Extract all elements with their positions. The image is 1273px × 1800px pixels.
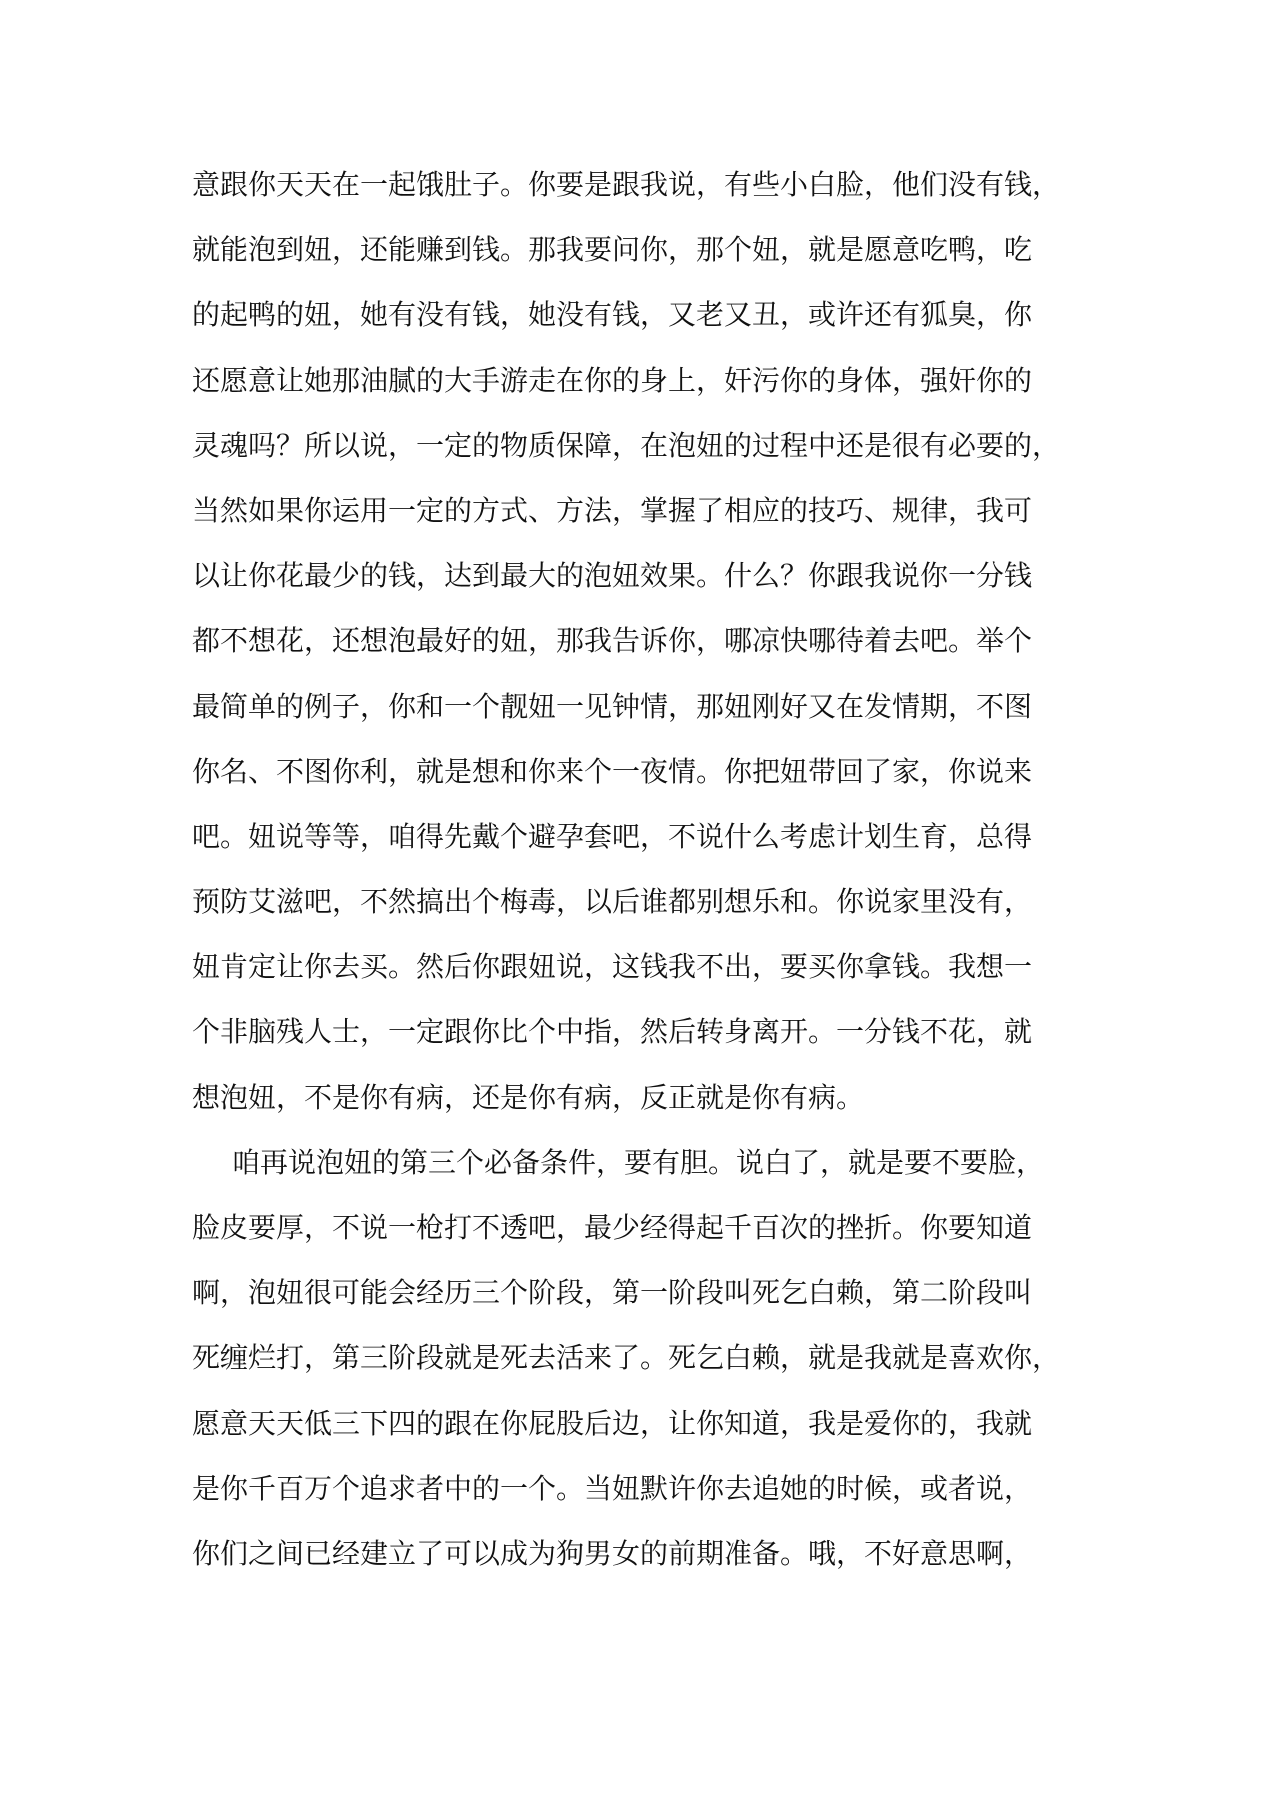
text-line: 啊，泡妞很可能会经历三个阶段，第一阶段叫死乞白赖，第二阶段叫 (192, 1276, 1033, 1310)
text-line: 个非脑残人士，一定跟你比个中指，然后转身离开。一分钱不花，就 (192, 1015, 1033, 1049)
text-line: 吧。妞说等等，咱得先戴个避孕套吧，不说什么考虑计划生育，总得 (192, 819, 1033, 853)
text-line: 以让你花最少的钱，达到最大的泡妞效果。什么？你跟我说你一分钱 (192, 559, 1033, 593)
text-line: 灵魂吗？所以说，一定的物质保障，在泡妞的过程中还是很有必要的， (192, 428, 1061, 462)
text-line: 死缠烂打，第三阶段就是死去活来了。死乞白赖，就是我就是喜欢你， (192, 1341, 1061, 1375)
paragraph-start-line: 咱再说泡妞的第三个必备条件，要有胆。说白了，就是要不要脸， (232, 1145, 1045, 1179)
text-line: 当然如果你运用一定的方式、方法，掌握了相应的技巧、规律，我可 (192, 493, 1033, 527)
text-line: 意跟你天天在一起饿肚子。你要是跟我说，有些小白脸，他们没有钱， (192, 168, 1061, 201)
text-line: 你们之间已经建立了可以成为狗男女的前期准备。哦，不好意思啊， (192, 1536, 1033, 1570)
text-line: 预防艾滋吧，不然搞出个梅毒，以后谁都别想乐和。你说家里没有， (192, 885, 1033, 919)
text-line: 你名、不图你利，就是想和你来个一夜情。你把妞带回了家，你说来 (192, 754, 1033, 788)
text-line: 脸皮要厚，不说一枪打不透吧，最少经得起千百次的挫折。你要知道 (192, 1211, 1033, 1244)
text-line: 都不想花，还想泡最好的妞，那我告诉你，哪凉快哪待着去吧。举个 (192, 624, 1033, 658)
text-line: 愿意天天低三下四的跟在你屁股后边，让你知道，我是爱你的，我就 (192, 1406, 1033, 1440)
text-line: 就能泡到妞，还能赚到钱。那我要问你，那个妞，就是愿意吃鸭，吃 (192, 233, 1033, 267)
text-line: 还愿意让她那油腻的大手游走在你的身上，奸污你的身体，强奸你的 (192, 363, 1033, 397)
text-line: 妞肯定让你去买。然后你跟妞说，这钱我不出，要买你拿钱。我想一 (192, 950, 1033, 984)
text-line: 最简单的例子，你和一个靓妞一见钟情，那妞刚好又在发情期，不图 (192, 689, 1033, 723)
text-line: 的起鸭的妞，她有没有钱，她没有钱，又老又丑，或许还有狐臭，你 (192, 298, 1033, 332)
text-line: 是你千百万个追求者中的一个。当妞默许你去追她的时候，或者说， (192, 1471, 1033, 1505)
body-text (192, 166, 1087, 1600)
text-line: 想泡妞，不是你有病，还是你有病，反正就是你有病。 (192, 1080, 865, 1114)
